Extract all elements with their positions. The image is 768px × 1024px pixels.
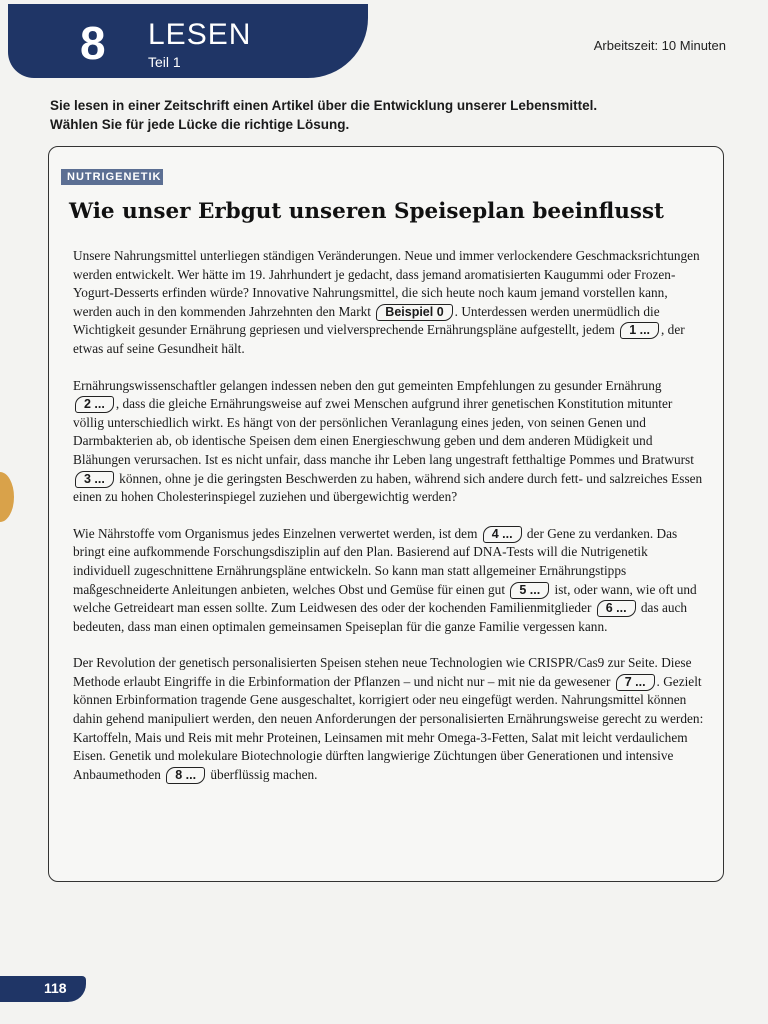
section-title: LESEN [148,18,252,51]
chapter-header [8,4,368,78]
text-segment: Unsere Nahrungsmittel unterliegen ständigen Veränderungen. Neue und immer verlockendere Geschmacksrichtungen werden entwickelt. Wer hätte im 19. Jahrhundert je gedacht, dass jemand aromatisierten Kaugummi oder Frozen-Yogurt-Desserts erfinden würde? Innovative Nahrungsmittel, die sich heute noch kaum jemand vorstellen kann, werden auch in den kommenden Jahrzehnten den Markt [73,248,700,319]
chapter-number: 8 [80,17,106,69]
text-segment: überflüssig machen. [210,766,318,782]
gap-example[interactable]: Beispiel 0 [376,304,452,321]
gap-1[interactable]: 1 ... [620,322,659,339]
text-segment: , dass die gleiche Ernährungsweise auf zwei Menschen aufgrund ihrer genetischen Konstitution mitunter völlig unterschiedlich wirkt. Es hängt von der persönlichen Veranlagung eines jeden, von seinen Genen und Darmbakterien ab, ob identische Speisen dem einen Energieschwung geben und dem anderen Müdigkeit und Blähungen verursachen. Ist es nicht unfair, dass manche ihr Leben lang ungestraft fetthaltige Pommes und Bratwurst [73,396,694,467]
gap-3[interactable]: 3 ... [75,471,114,488]
gap-5[interactable]: 5 ... [510,582,549,599]
category-label: NUTRIGENETIK [61,169,163,185]
paragraph-3 [73,525,705,637]
article-headline: Wie unser Erbgut unseren Speiseplan beeinflusst [69,199,664,224]
part-label: Teil 1 [148,54,181,70]
instruction-line-2: Wählen Sie für jede Lücke die richtige Lösung. [50,117,350,132]
text-segment: ist, oder wann, wie oft und welche Getreideart man essen sollte. Zum Leidwesen des oder der kochenden Familienmitglieder [73,581,697,616]
page-number: 118 [44,980,67,996]
text-segment: Ernährungswissenschaftler gelangen indessen neben den gut gemeinten Empfehlungen zu gesunder Ernährung [73,377,662,393]
gap-4[interactable]: 4 ... [483,526,522,543]
side-marker [0,472,14,522]
article-box [48,146,724,882]
page-number-tab [0,976,86,1002]
gap-7[interactable]: 7 ... [616,674,655,691]
text-segment: können, ohne je die geringsten Beschwerden zu haben, während sich andere durch fett- und salzreiches Essen einen zu hohen Cholesterinspiegel zuziehen und übergewichtig werden? [73,470,703,505]
paragraph-1 [73,247,705,359]
text-segment: der Gene zu verdanken. Das bringt eine aufkommende Forschungsdisziplin auf den Plan. Basierend auf DNA-Tests will die Nutrigenetik individuell zugeschnittene Ernährungspläne entwickeln. So kann man statt allgemeiner Ernährungstipps maßgeschneiderte Anleitungen anbieten, welches Obst und Gemüse für einen gut [73,525,678,597]
paragraph-4 [73,654,705,784]
text-segment: . Unterdessen werden unermüdlich die Wichtigkeit gesunder Ernährung gepriesen und vielversprechende Ernährungspläne aufgestellt, jedem [73,303,660,338]
text-segment: . Gezielt können Erbinformation tragende Gene ausgeschaltet, korrigiert oder neu eingefügt werden. Nahrungsmittel können dahin gehend manipuliert werden, den neuen Anforderungen der personalisierten Ernährungsweise gerecht zu werden: Kartoffeln, Mais und Reis mit mehr Proteinen, Leinsamen mit mehr Omega-3-Fetten, Salat mit leicht verdaulichem Eisen. Genetik und molekulare Biotechnologie dürften langwierige Züchtungen über Generationen und intensive Anbaumethoden [73,673,704,782]
text-segment: das auch bedeuten, dass man einen optimalen gemeinsamen Speiseplan für die ganze Familie vergessen kann. [73,600,688,634]
paragraph-2 [73,377,705,507]
instruction-line-1: Sie lesen in einer Zeitschrift einen Artikel über die Entwicklung unserer Lebensmittel. [50,98,598,113]
gap-8[interactable]: 8 ... [166,767,205,784]
article-body [73,247,705,802]
task-instructions [50,96,710,134]
text-segment: , der etwas auf seine Gesundheit hält. [73,322,685,356]
text-segment: Wie Nährstoffe vom Organismus jedes Einzelnen verwertet werden, ist dem [73,525,478,541]
gap-6[interactable]: 6 ... [597,600,636,617]
work-time: Arbeitszeit: 10 Minuten [593,38,726,53]
gap-2[interactable]: 2 ... [75,396,114,413]
text-segment: Der Revolution der genetisch personalisierten Speisen stehen neue Technologien wie CRISPR/Cas9 zur Seite. Diese Methode erlaubt Eingriffe in die Erbinformation der Pflanzen – und nicht nur – mit nie da gewesener [73,655,692,689]
